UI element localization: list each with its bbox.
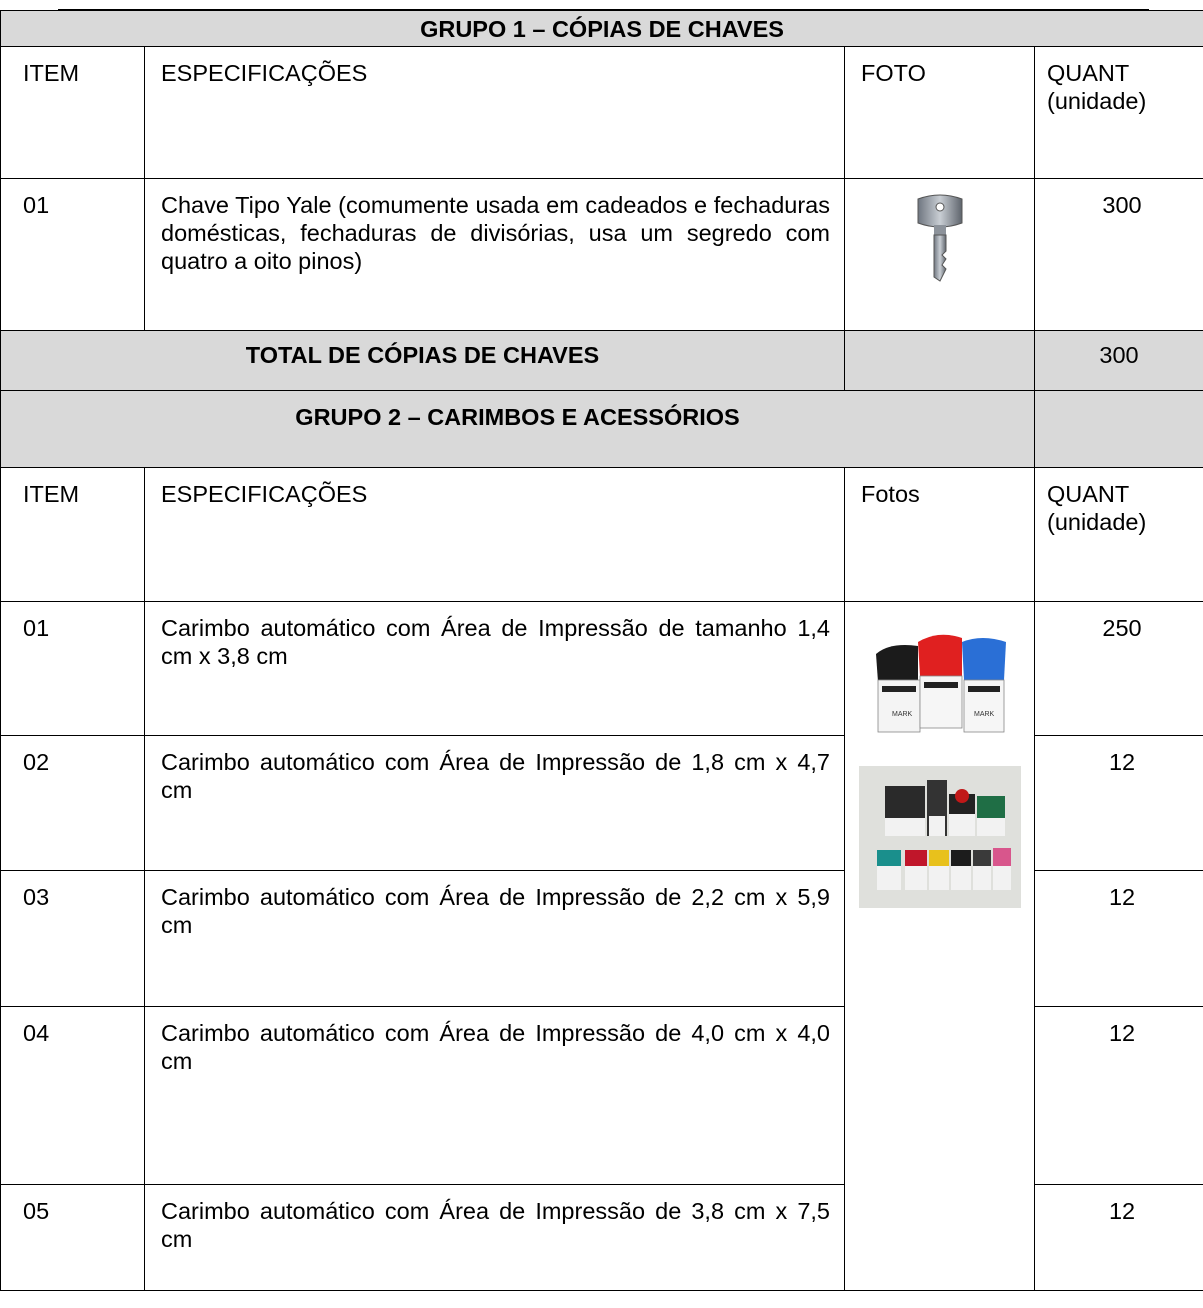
header-quant: QUANT (unidade) xyxy=(1035,47,1203,179)
item-quant: 12 xyxy=(1035,871,1203,1007)
header-item: ITEM xyxy=(1,47,145,179)
header-item: ITEM xyxy=(1,468,145,602)
item-spec: Carimbo automático com Área de Impressão de 2,2 cm x 5,9 cm xyxy=(145,871,845,1007)
total-empty-cell xyxy=(845,331,1035,391)
photos-cell xyxy=(845,602,1035,1291)
item-spec: Carimbo automático com Área de Impressão de 4,0 cm x 4,0 cm xyxy=(145,1007,845,1185)
group2-title: GRUPO 2 – CARIMBOS E ACESSÓRIOS xyxy=(1,391,1035,468)
stamp-marking: MARK xyxy=(891,711,912,718)
item-spec: Chave Tipo Yale (comumente usada em cadeados e fechaduras domésticas, fechaduras de divisórias, usa um segredo com quatro a oito pinos) xyxy=(145,179,845,331)
photo-cell xyxy=(845,179,1035,331)
header-quant: QUANT (unidade) xyxy=(1035,468,1203,602)
header-photo: Fotos xyxy=(845,468,1035,602)
item-quant: 12 xyxy=(1035,1007,1203,1185)
item-number: 05 xyxy=(1,1185,145,1291)
item-number: 01 xyxy=(1,179,145,331)
group1-title: GRUPO 1 – CÓPIAS DE CHAVES xyxy=(1,11,1203,47)
header-photo: FOTO xyxy=(845,47,1035,179)
header-spec: ESPECIFICAÇÕES xyxy=(145,47,845,179)
item-number: 04 xyxy=(1,1007,145,1185)
group2-header-row xyxy=(1,468,1203,602)
group2-title-row xyxy=(1,391,1203,468)
item-quant: 300 xyxy=(1035,179,1203,331)
item-number: 03 xyxy=(1,871,145,1007)
group1-total-row xyxy=(1,331,1203,391)
item-number: 01 xyxy=(1,602,145,736)
item-quant: 250 xyxy=(1035,602,1203,736)
stamps-photo-1 xyxy=(870,620,1010,738)
group2-title-empty-cell xyxy=(1035,391,1203,468)
total-label: TOTAL DE CÓPIAS DE CHAVES xyxy=(1,331,845,391)
group1-header-row xyxy=(1,47,1203,179)
stamp-marking: MARK xyxy=(973,711,994,718)
item-spec: Carimbo automático com Área de Impressão de 3,8 cm x 7,5 cm xyxy=(145,1185,845,1291)
item-spec: Carimbo automático com Área de Impressão de 1,8 cm x 4,7 cm xyxy=(145,736,845,871)
stamps-photo-2 xyxy=(859,766,1021,908)
items-table xyxy=(0,10,1203,1291)
group1-title-row xyxy=(1,11,1203,47)
item-quant: 12 xyxy=(1035,736,1203,871)
item-quant: 12 xyxy=(1035,1185,1203,1291)
header-spec: ESPECIFICAÇÕES xyxy=(145,468,845,602)
item-spec: Carimbo automático com Área de Impressão de tamanho 1,4 cm x 3,8 cm xyxy=(145,602,845,736)
total-value: 300 xyxy=(1035,331,1203,391)
table-row xyxy=(1,602,1203,736)
key-icon xyxy=(910,193,970,285)
item-number: 02 xyxy=(1,736,145,871)
table-row xyxy=(1,179,1203,331)
